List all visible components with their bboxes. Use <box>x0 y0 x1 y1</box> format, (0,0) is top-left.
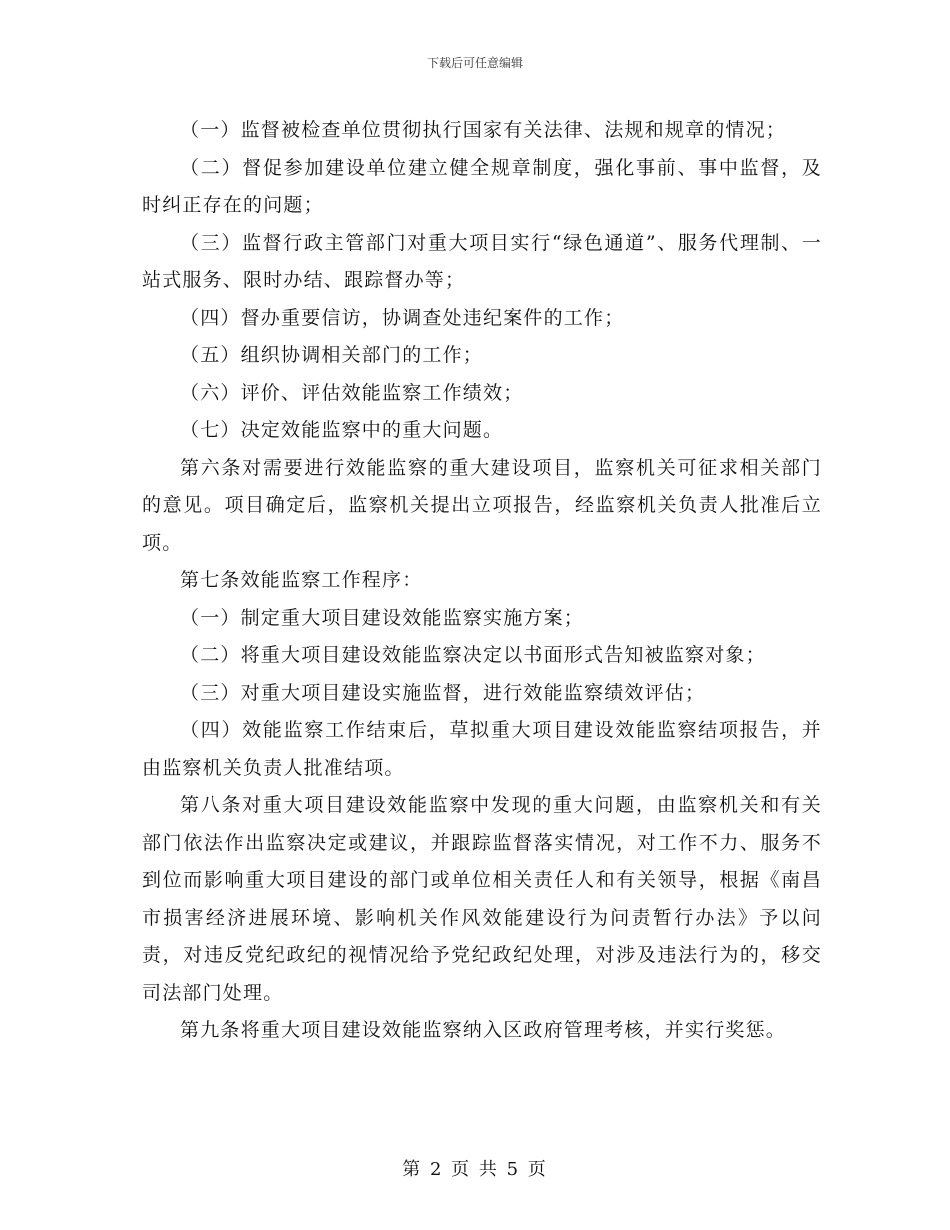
article-8: 第八条对重大项目建设效能监察中发现的重大问题，由监察机关和有关部门依法作出监察决定或建议，并跟踪监督落实情况，对工作不力、服务不到位而影响重大项目建设的部门或单位相关责任人和有关领导，根据《南昌市损害经济进展环境、影响机关作风效能建设行为问责暂行办法》予以问责，对违反党纪政纪的视情况给予党纪政纪处理，对涉及违法行为的，移交司法部门处理。 <box>142 794 822 1004</box>
paragraph: （六）评价、评估效能监察工作绩效； <box>180 381 524 404</box>
page-header: 下载后可任意编辑 <box>426 56 523 70</box>
paragraph: （三）对重大项目建设实施监督，进行效能监察绩效评估； <box>180 681 706 704</box>
paragraph: （四）督办重要信访，协调查处违纪案件的工作； <box>180 306 625 329</box>
paragraph: （三）监督行政主管部门对重大项目实行“绿色通道”、服务代理制、一站式服务、限时办结、跟踪督办等； <box>142 231 822 291</box>
paragraph: （二）将重大项目建设效能监察决定以书面形式告知被监察对象； <box>180 644 766 666</box>
paragraph: （一）监督被检查单位贯彻执行国家有关法律、法规和规章的情况； <box>180 119 787 141</box>
paragraph: （二）督促参加建设单位建立健全规章制度，强化事前、事中监督，及时纠正存在的问题； <box>142 156 822 216</box>
document-body <box>142 112 822 1050</box>
paragraph: （七）决定效能监察中的重大问题。 <box>180 419 504 441</box>
paragraph: （四）效能监察工作结束后，草拟重大项目建设效能监察结项报告，并由监察机关负责人批准结项。 <box>142 719 822 779</box>
page-number: 第 2 页 共 5 页 <box>402 1159 548 1180</box>
paragraph: （五）组织协调相关部门的工作； <box>180 344 484 366</box>
article-7-heading: 第七条效能监察工作程序： <box>180 569 423 591</box>
paragraph: （一）制定重大项目建设效能监察实施方案； <box>180 606 585 629</box>
article-6: 第六条对需要进行效能监察的重大建设项目，监察机关可征求相关部门的意见。项目确定后，监察机关提出立项报告，经监察机关负责人批准后立项。 <box>142 456 822 554</box>
article-9: 第九条将重大项目建设效能监察纳入区政府管理考核，并实行奖惩。 <box>180 1019 787 1041</box>
